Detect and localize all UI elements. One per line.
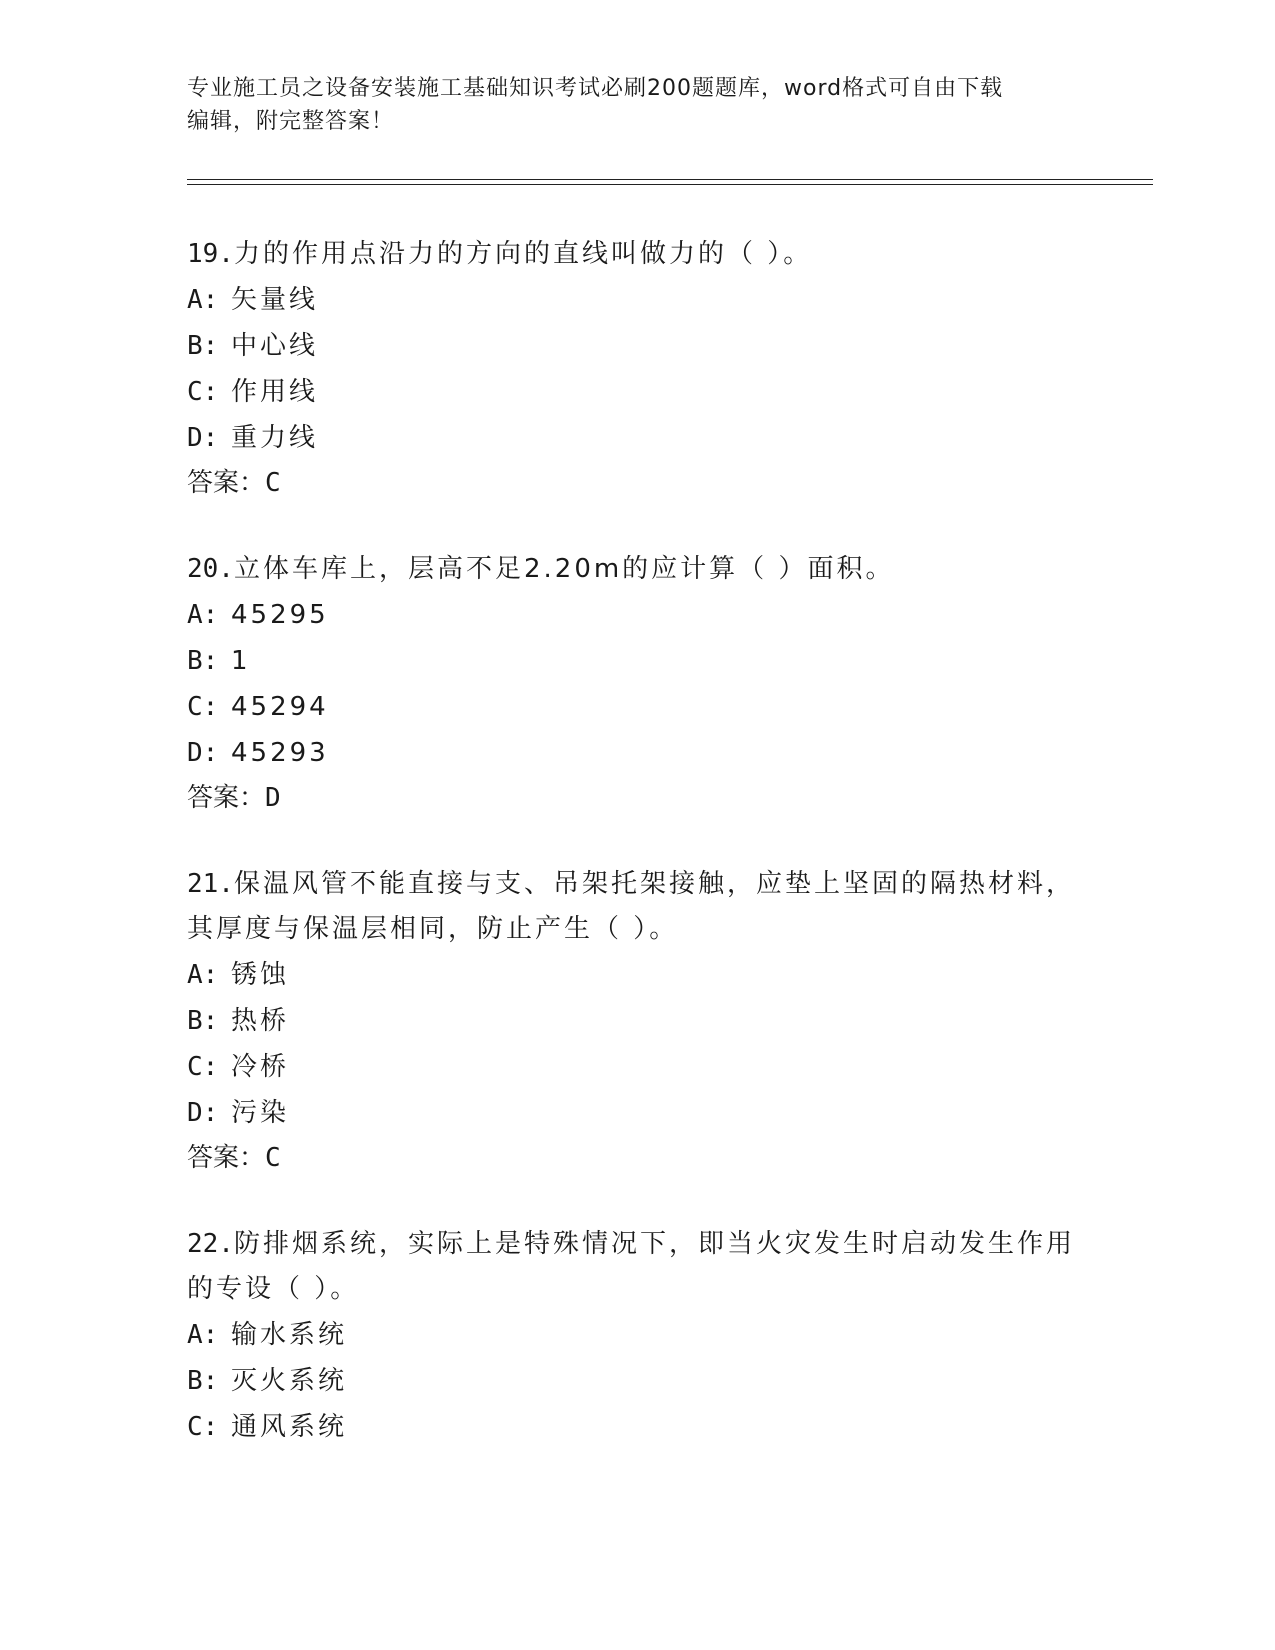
option-row [187,592,1087,638]
answer-line [187,776,1087,821]
question-stem [187,232,1087,277]
question-item [187,232,1087,506]
option-letter: C: [187,1412,219,1442]
header-rule-bottom [187,184,1153,185]
option-text: 锈蚀 [231,960,290,990]
question-text: 力的作用点沿力的方向的直线叫做力的（ ）。 [233,239,813,269]
answer-value: D [265,783,281,813]
question-number: 19. [187,239,234,269]
option-row [187,730,1087,776]
header-line-1: 专业施工员之设备安装施工基础知识考试必刷200题题库，word格式可自由下载 [187,76,1004,101]
option-letter: D: [187,423,219,453]
option-text: 污染 [231,1098,290,1128]
option-text: 通风系统 [231,1412,348,1442]
option-row [187,1044,1087,1090]
answer-value: C [265,1143,281,1173]
answer-label: 答案： [187,1143,266,1173]
question-number: 20. [187,554,234,584]
option-row [187,684,1087,730]
option-letter: A: [187,600,219,630]
option-row [187,277,1087,323]
option-letter: D: [187,1098,219,1128]
option-row [187,1404,1087,1450]
question-item [187,547,1087,821]
option-text: 灭火系统 [231,1366,348,1396]
option-text: 输水系统 [231,1320,348,1350]
option-text: 45294 [231,692,329,722]
question-text: 立体车库上，层高不足2.20m的应计算（ ）面积。 [233,554,895,584]
option-text: 45293 [231,738,329,768]
option-row [187,952,1087,998]
question-stem [187,1222,1087,1267]
question-text: 防排烟系统，实际上是特殊情况下，即当火灾发生时启动发生作用 [233,1229,1075,1259]
option-letter: B: [187,646,219,676]
option-letter: B: [187,1006,219,1036]
question-list [187,232,1087,1491]
option-row [187,323,1087,369]
question-stem [187,547,1087,592]
option-letter: C: [187,1052,219,1082]
option-row [187,369,1087,415]
option-row [187,1358,1087,1404]
answer-value: C [265,468,281,498]
option-text: 1 [231,646,251,676]
question-item [187,1222,1087,1450]
option-row [187,1312,1087,1358]
option-letter: C: [187,377,219,407]
option-row [187,415,1087,461]
option-letter: B: [187,331,219,361]
option-text: 冷桥 [231,1052,290,1082]
question-number: 21. [187,869,234,899]
question-item [187,862,1087,1181]
option-text: 重力线 [231,423,319,453]
question-number: 22. [187,1229,234,1259]
answer-label: 答案： [187,468,266,498]
option-letter: A: [187,960,219,990]
option-text: 热桥 [231,1006,290,1036]
answer-line [187,1136,1087,1181]
question-stem [187,862,1087,907]
option-row [187,998,1087,1044]
answer-line [187,461,1087,506]
option-text: 作用线 [231,377,319,407]
option-row [187,638,1087,684]
option-letter: B: [187,1366,219,1396]
question-text: 其厚度与保温层相同，防止产生（ ）。 [187,914,679,944]
option-row [187,1090,1087,1136]
option-letter: A: [187,285,219,315]
option-letter: D: [187,738,219,768]
question-text: 保温风管不能直接与支、吊架托架接触，应垫上坚固的隔热材料， [233,869,1075,899]
header-line-2: 编辑，附完整答案！ [187,109,395,134]
question-text: 的专设（ ）。 [187,1274,360,1304]
document-header [187,72,1067,138]
option-text: 中心线 [231,331,319,361]
question-stem-continuation [187,1267,1087,1312]
answer-label: 答案： [187,783,266,813]
option-letter: A: [187,1320,219,1350]
option-text: 矢量线 [231,285,319,315]
option-letter: C: [187,692,219,722]
option-text: 45295 [231,600,329,630]
header-rule-top [187,179,1153,180]
question-stem-continuation [187,907,1087,952]
